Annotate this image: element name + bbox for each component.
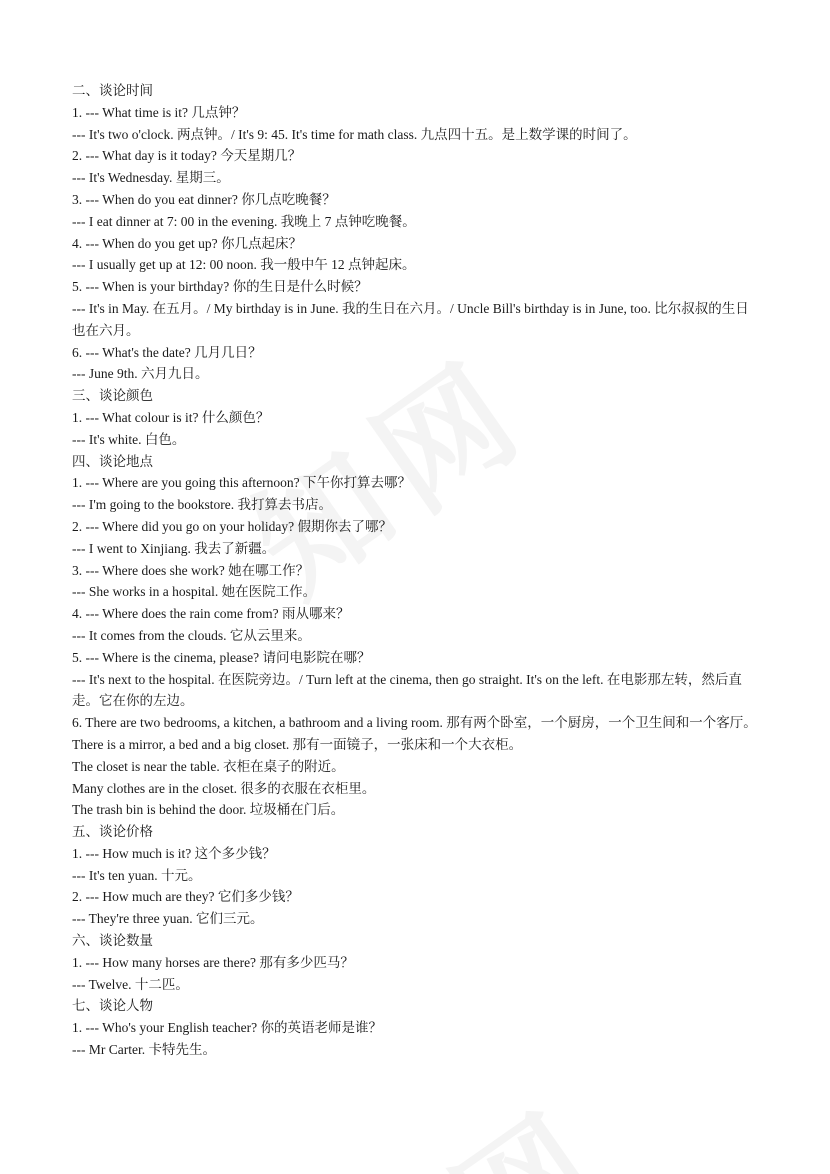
text-line: --- I eat dinner at 7: 00 in the evening. 我晚上 7 点钟吃晚餐。	[72, 213, 416, 229]
text-line: 3. --- Where does she work? 她在哪工作？	[72, 562, 310, 578]
section-heading: 三、谈论颜色	[72, 388, 153, 404]
text-line: 4. --- When do you get up? 你几点起床？	[72, 235, 302, 251]
text-line: 4. --- Where does the rain come from? 雨从哪来？	[72, 606, 350, 622]
text-line: --- It's ten yuan. 十元。	[72, 867, 202, 883]
text-line: 3. --- When do you eat dinner? 你几点吃晚餐？	[72, 191, 336, 207]
text-line: 5. --- When is your birthday? 你的生日是什么时候？	[72, 279, 368, 295]
text-line: --- I went to Xinjiang. 我去了新疆。	[72, 540, 276, 556]
text-line: Many clothes are in the closet. 很多的衣服在衣柜里。	[72, 780, 376, 796]
text-line: --- She works in a hospital. 她在医院工作。	[72, 584, 317, 600]
text-line: --- It's two o'clock. 两点钟。/ It's 9: 45. It's time for math class. 九点四十五。是上数学课的时间了。	[72, 126, 637, 142]
text-line: --- It's Wednesday. 星期三。	[72, 170, 230, 186]
section-heading: 五、谈论价格	[72, 824, 153, 840]
text-line: 1. --- How many horses are there? 那有多少匹马？	[72, 954, 354, 970]
text-line: --- Mr Carter. 卡特先生。	[72, 1042, 216, 1058]
section-heading: 四、谈论地点	[72, 453, 153, 469]
section-heading: 二、谈论时间	[72, 83, 153, 98]
text-line: 1. --- Who's your English teacher? 你的英语老师是谁？	[72, 1020, 382, 1036]
text-line: --- It's next to the hospital. 在医院旁边。/ Turn left at the cinema, then go straight. It's on the left. 在电影那左转，然后直走。它在你的左边。	[72, 671, 742, 709]
text-line: The closet is near the table. 衣柜在桌子的附近。	[72, 758, 345, 774]
text-line: --- Twelve. 十二匹。	[72, 976, 189, 992]
text-line: 1. --- What colour is it? 什么颜色？	[72, 409, 270, 425]
document-body	[72, 80, 762, 1061]
text-line: --- I'm going to the bookstore. 我打算去书店。	[72, 497, 333, 513]
text-line: 5. --- Where is the cinema, please? 请问电影院在哪？	[72, 649, 371, 665]
text-line: 1. --- How much is it? 这个多少钱？	[72, 845, 276, 861]
text-line: 6. There are two bedrooms, a kitchen, a bathroom and a living room. 那有两个卧室，一个厨房，一个卫生间和一个客厅。	[72, 715, 757, 731]
text-line: --- It comes from the clouds. 它从云里来。	[72, 627, 311, 643]
text-line: 2. --- Where did you go on your holiday? 假期你去了哪？	[72, 518, 392, 534]
text-line: The trash bin is behind the door. 垃圾桶在门后。	[72, 802, 345, 818]
text-line: --- I usually get up at 12: 00 noon. 我一般中午 12 点钟起床。	[72, 257, 416, 273]
text-line: 1. --- Where are you going this afternoon? 下午你打算去哪？	[72, 475, 412, 491]
section-heading: 七、谈论人物	[72, 998, 153, 1014]
text-line: --- They're three yuan. 它们三元。	[72, 911, 264, 927]
text-line: --- It's white. 白色。	[72, 431, 186, 447]
text-line: 2. --- How much are they? 它们多少钱？	[72, 889, 299, 905]
section-heading: 六、谈论数量	[72, 933, 153, 949]
text-line: --- It's in May. 在五月。/ My birthday is in June. 我的生日在六月。/ Uncle Bill's birthday is in June, too. 比尔叔叔的生日也在六月。	[72, 300, 749, 338]
text-line: 6. --- What's the date? 几月几日？	[72, 344, 262, 360]
text-line: There is a mirror, a bed and a big closet. 那有一面镜子，一张床和一个大衣柜。	[72, 736, 523, 752]
text-line: 1. --- What time is it? 几点钟？	[72, 104, 246, 120]
text-line: --- June 9th. 六月九日。	[72, 366, 209, 382]
text-line: 2. --- What day is it today? 今天星期几？	[72, 148, 302, 164]
